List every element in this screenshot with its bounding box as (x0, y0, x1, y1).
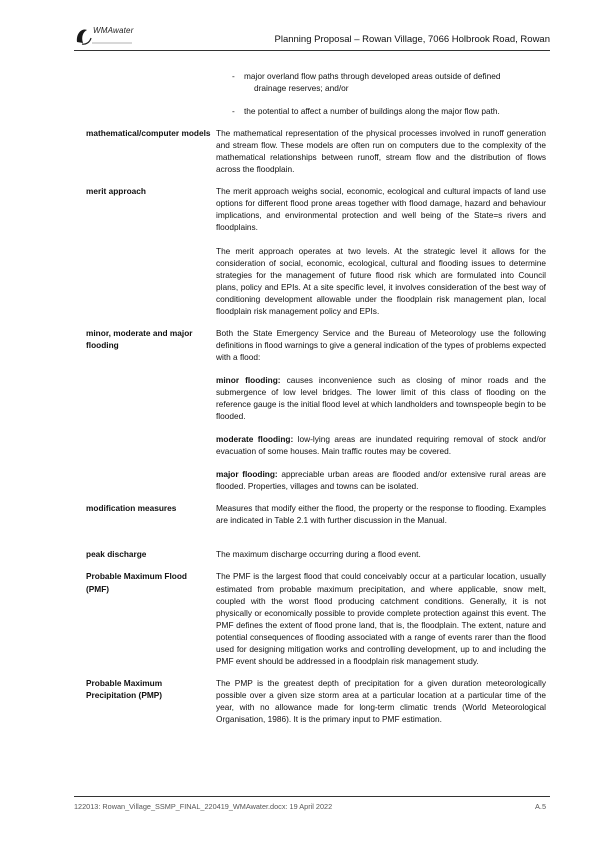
glossary-entry-pmp (86, 677, 546, 725)
glossary-entry-flooding-classes (86, 327, 546, 493)
term: Probable Maximum Precipitation (PMP) (86, 677, 163, 700)
term: modification measures (86, 503, 177, 514)
major-flooding-label: major flooding: (216, 469, 278, 480)
document-title: Planning Proposal – Rowan Village, 7066 Holbrook Road, Rowan (274, 34, 550, 45)
definition: The maximum discharge occurring during a flood event. (216, 549, 421, 560)
glossary-entry-modification-measures (86, 502, 546, 526)
definition: The merit approach weighs social, economic, ecological and cultural impacts of land use options for different flood prone areas together with flood damage, hazard and behaviour implications, and environmental protection and well being of the State=s rivers and floodplains. The merit approach operates at two levels. At the strategic level it allows for the consideration of social, economic, ecological, cultural and flooding issues to determine strategies for the management of future flood risk which are formulated into Council plans, policy and EPIs. At a site specific level, it involves consideration of the best way of conditioning development allowable under the floodplain risk management plan, local floodplain risk management policy and EPIs. (216, 186, 546, 316)
minor-flooding-label: minor flooding: (216, 374, 281, 385)
term: mathematical/computer models (86, 128, 211, 139)
definition: The PMF is the largest flood that could conceivably occur at a particular location, usually estimated from probable maximum precipitation, and where applicable, snow melt, coupled with the worst flood producing catchment conditions. Generally, it is not physically or economically possible to provide complete protection against this event. The PMF defines the extent of flood prone land, that is, the floodplain. The extent, nature and potential consequences of flooding associated with a range of events rarer than the flood used for designing mitigation works and controlling development, up to and including the PMF event should be addressed in a floodplain risk management study. (216, 571, 546, 666)
footer-file-info: 122013: Rowan_Village_SSMP_FINAL_220419_WMAwater.docx: 19 April 2022 (74, 802, 333, 811)
term: merit approach (86, 186, 146, 197)
definition: Measures that modify either the flood, the property or the response to flooding. Examples are indicated in Table 2.1 with further discussion in the Manual. (216, 503, 546, 526)
bullet-item: - major overland flow paths through developed areas outside of defined drainage reserves; and/or (232, 71, 501, 94)
term: Probable Maximum Flood (PMF) (86, 571, 187, 594)
page-header (74, 22, 550, 51)
term: minor, moderate and major flooding (86, 327, 193, 350)
glossary-content (86, 60, 546, 725)
term: peak discharge (86, 549, 147, 560)
glossary-entry-mathematical-models (86, 127, 546, 175)
moderate-flooding-label: moderate flooding: (216, 434, 294, 445)
definition: The mathematical representation of the physical processes involved in runoff generation and stream flow. These models are often run on computers due to the complexity of the mathematical relationships between runoff, stream flow and the distribution of flows across the floodplain. (216, 128, 546, 175)
page-number: A.5 (535, 802, 546, 811)
glossary-entry-pmf (86, 570, 546, 666)
continued-entry (86, 70, 546, 117)
glossary-entry-merit-approach (86, 185, 546, 316)
logo-text: WMAwater (93, 26, 134, 35)
page-footer (74, 796, 550, 811)
definition: Both the State Emergency Service and the Bureau of Meteorology use the following definitions in flood warnings to give a general indication of the types of problems expected with a flood: minor flooding: causes inconvenience such as closing of minor roads and the submergence of low level bridges. The lower limit of this class of flooding on the reference gauge is the initial flood level at which landholders and townspeople begin to be flooded. moderate flooding: low-lying areas are inundated requiring removal of stock and/or evacuation of some houses. Main traffic routes may be covered. major flooding: appreciable urban areas are flooded and/or extensive rural areas are flooded. Properties, villages and towns can be isolated. (216, 327, 546, 492)
glossary-entry-peak-discharge (86, 548, 546, 560)
bullet-item: - the potential to affect a number of buildings along the major flow path. (232, 106, 500, 117)
definition: The PMP is the greatest depth of precipitation for a given duration meteorologically possible over a given size storm area at a particular location at a particular time of the year, with no allowance made for long-term climatic trends (World Meteorological Organisation, 1986). It is the primary input to PMF estimation. (216, 677, 546, 724)
